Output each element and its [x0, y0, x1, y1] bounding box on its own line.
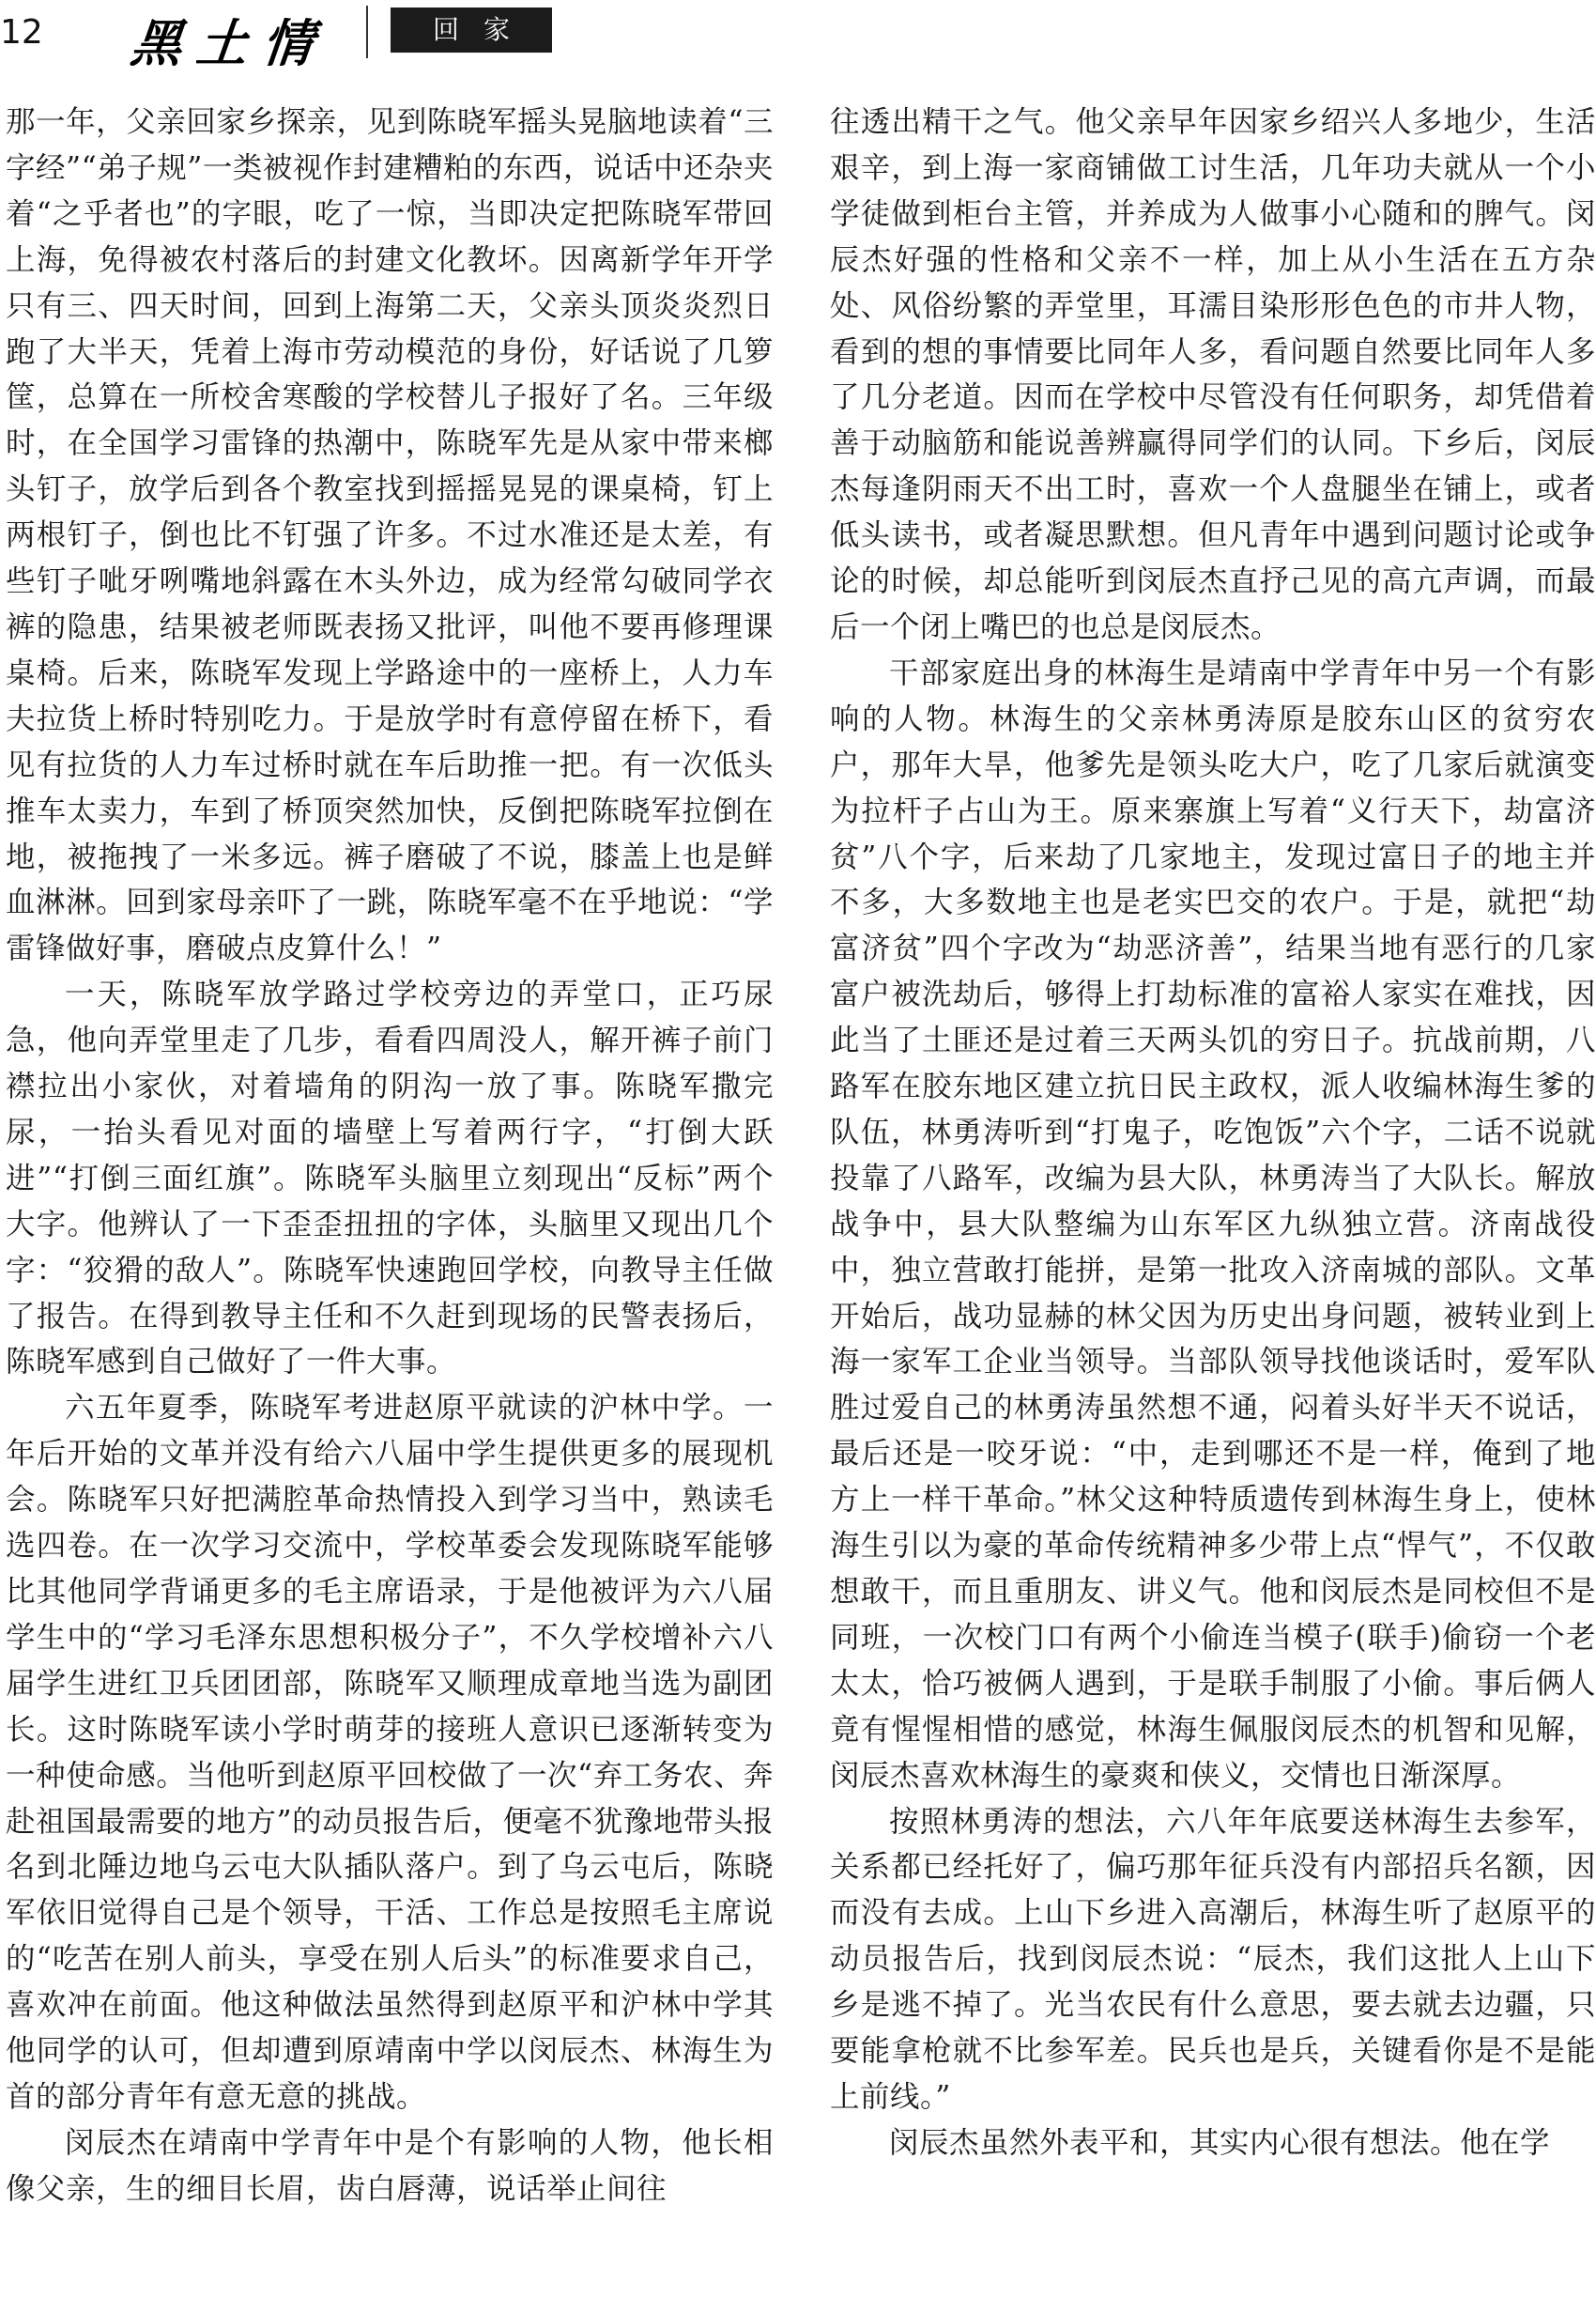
paragraph: 六五年夏季，陈晓军考进赵原平就读的沪林中学。一年后开始的文革并没有给六八届中学生提供更多的展现机会。陈晓军只好把满腔革命热情投入到学习当中，熟读毛选四卷。在一次学习交流中，学校革委会发现陈晓军能够比其他同学背诵更多的毛主席语录，于是他被评为六八届学生中的“学习毛泽东思想积极分子”，不久学校增补六八届学生进红卫兵团团部，陈晓军又顺理成章地当选为副团长。这时陈晓军读小学时萌芽的接班人意识已逐渐转变为一种使命感。当他听到赵原平回校做了一次“弃工务农、奔赴祖国最需要的地方”的动员报告后，便毫不犹豫地带头报名到北陲边地乌云屯大队插队落户。到了乌云屯后，陈晓军依旧觉得自己是个领导，干活、工作总是按照毛主席说的“吃苦在别人前头，享受在别人后头”的标准要求自己，喜欢冲在前面。他这种做法虽然得到赵原平和沪林中学其他同学的认可，但却遭到原靖南中学以闵辰杰、林海生为首的部分青年有意无意的挑战。: [6, 1391, 774, 2114]
paragraph: 往透出精干之气。他父亲早年因家乡绍兴人多地少，生活艰辛，到上海一家商铺做工讨生活，几年功夫就从一个小学徒做到柜台主管，并养成为人做事小心随和的脾气。闵辰杰好强的性格和父亲不一样，加上从小生活在五方杂处、风俗纷繁的弄堂里，耳濡目染形形色色的市井人物，看到的想的事情要比同年人多，看问题自然要比同年人多了几分老道。因而在学校中尽管没有任何职务，却凭借着善于动脑筋和能说善辨赢得同学们的认同。下乡后，闵辰杰每逢阴雨天不出工时，喜欢一个人盘腿坐在铺上，或者低头读书，或者凝思默想。但凡青年中遇到问题讨论或争论的时候，却总能听到闵辰杰直抒己见的高亢声调，而最后一个闭上嘴巴的也总是闵辰杰。: [830, 105, 1596, 644]
paragraph: 干部家庭出身的林海生是靖南中学青年中另一个有影响的人物。林海生的父亲林勇涛原是胶东山区的贫穷农户，那年大旱，他爹先是领头吃大户，吃了几家后就演变为拉杆子占山为王。原来寨旗上写着“义行天下，劫富济贫”八个字，后来劫了几家地主，发现过富日子的地主并不多，大多数地主也是老实巴交的农户。于是，就把“劫富济贫”四个字改为“劫恶济善”，结果当地有恶行的几家富户被洗劫后，够得上打劫标准的富裕人家实在难找，因此当了土匪还是过着三天两头饥的穷日子。抗战前期，八路军在胶东地区建立抗日民主政权，派人收编林海生爹的队伍，林勇涛听到“打鬼子，吃饱饭”六个字，二话不说就投靠了八路军，改编为县大队，林勇涛当了大队长。解放战争中，县大队整编为山东军区九纵独立营。济南战役中，独立营敢打能拼，是第一批攻入济南城的部队。文革开始后，战功显赫的林父因为历史出身问题，被转业到上海一家军工企业当领导。当部队领导找他谈话时，爱军队胜过爱自己的林勇涛虽然想不通，闷着头好半天不说话，最后还是一咬牙说：“中，走到哪还不是一样，俺到了地方上一样干革命。”林父这种特质遗传到林海生身上，使林海生引以为豪的革命传统精神多少带上点“悍气”，不仅敢想敢干，而且重朋友、讲义气。他和闵辰杰是同校但不是同班，一次校门口有两个小偷连当模子(联手)偷窃一个老太太，恰巧被俩人遇到，于是联手制服了小偷。事后俩人竟有惺惺相惜的感觉，林海生佩服闵辰杰的机智和见解，闵辰杰喜欢林海生的豪爽和侠义，交情也日渐深厚。: [830, 655, 1596, 1793]
left-text-column: [6, 100, 774, 2293]
magazine-logo: 黑土情: [128, 13, 331, 73]
paragraph: 闵辰杰虽然外表平和，其实内心很有想法。他在学: [889, 2125, 1551, 2160]
header-divider: [366, 6, 368, 58]
right-text-column: [830, 100, 1596, 2293]
paragraph: 一天，陈晓军放学路过学校旁边的弄堂口，正巧尿急，他向弄堂里走了几步，看看四周没人，解开裤子前门襟拉出小家伙，对着墙角的阴沟一放了事。陈晓军撒完尿，一抬头看见对面的墙壁上写着两行字，“打倒大跃进”“打倒三面红旗”。陈晓军头脑里立刻现出“反标”两个大字。他辨认了一下歪歪扭扭的字体，头脑里又现出几个字：“狡猾的敌人”。陈晓军快速跑回学校，向教导主任做了报告。在得到教导主任和不久赶到现场的民警表扬后，陈晓军感到自己做好了一件大事。: [6, 978, 774, 1380]
paragraph: 闵辰杰在靖南中学青年中是个有影响的人物，他长相像父亲，生的细目长眉，齿白唇薄，说话举止间往: [6, 2125, 774, 2206]
page-number: 12: [0, 13, 43, 52]
section-label: 回家: [391, 8, 552, 53]
paragraph: 那一年，父亲回家乡探亲，见到陈晓军摇头晃脑地读着“三字经”“弟子规”一类被视作封建糟粕的东西，说话中还杂夹着“之乎者也”的字眼，吃了一惊，当即决定把陈晓军带回上海，免得被农村落后的封建文化教坏。因离新学年开学只有三、四天时间，回到上海第二天，父亲头顶炎炎烈日跑了大半天，凭着上海市劳动模范的身份，好话说了几箩筐，总算在一所校舍寒酸的学校替儿子报好了名。三年级时，在全国学习雷锋的热潮中，陈晓军先是从家中带来榔头钉子，放学后到各个教室找到摇摇晃晃的课桌椅，钉上两根钉子，倒也比不钉强了许多。不过水准还是太差，有些钉子呲牙咧嘴地斜露在木头外边，成为经常勾破同学衣裤的隐患，结果被老师既表扬又批评，叫他不要再修理课桌椅。后来，陈晓军发现上学路途中的一座桥上，人力车夫拉货上桥时特别吃力。于是放学时有意停留在桥下，看见有拉货的人力车过桥时就在车后助推一把。有一次低头推车太卖力，车到了桥顶突然加快，反倒把陈晓军拉倒在地，被拖拽了一米多远。裤子磨破了不说，膝盖上也是鲜血淋淋。回到家母亲吓了一跳，陈晓军毫不在乎地说：“学雷锋做好事，磨破点皮算什么！”: [6, 105, 774, 966]
paragraph: 按照林勇涛的想法，六八年年底要送林海生去参军，关系都已经托好了，偏巧那年征兵没有内部招兵名额，因而没有去成。上山下乡进入高潮后，林海生听了赵原平的动员报告后，找到闵辰杰说：“辰杰，我们这批人上山下乡是逃不掉了。光当农民有什么意思，要去就去边疆，只要能拿枪就不比参军差。民兵也是兵，关键看你是不是能上前线。”: [830, 1804, 1596, 2114]
page-header: [0, 0, 1596, 75]
